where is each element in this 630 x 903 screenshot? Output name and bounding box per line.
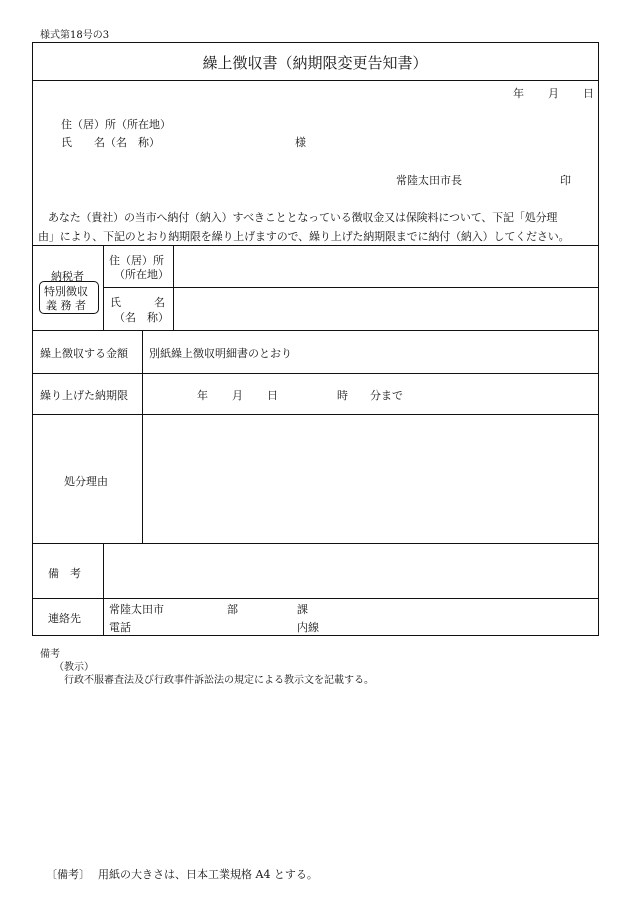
issuer-seal: 印 (560, 174, 571, 187)
row-divider-5 (32, 598, 599, 599)
contact-dept: 部 (227, 603, 238, 616)
col-divider-taxpayer-2 (173, 245, 174, 330)
deadline-year: 年 (197, 389, 208, 402)
date-day: 日 (583, 87, 594, 100)
contact-city: 常陸太田市 (109, 603, 164, 616)
obligor-label: 義 務 者 (46, 299, 86, 312)
addressee-name-label: 氏 名（名 称） (61, 136, 160, 149)
date-year: 年 (513, 87, 524, 100)
deadline-hour: 時 (337, 389, 348, 402)
header-divider (32, 245, 599, 246)
footer-text: 用紙の大きさは、日本工業規格 A4 とする。 (98, 868, 318, 881)
amount-value: 別紙繰上徴収明細書のとおり (149, 347, 292, 360)
special-collector-label: 特別徴収 (44, 285, 88, 298)
name-label-2: （名 称） (114, 311, 169, 324)
body-text-line-1: あなた（貴社）の当市へ納付（納入）すべきこととなっている徴収金又は保険料について、下記「処分理 (48, 211, 558, 224)
addressee-address-label: 住（居）所（所在地） (61, 118, 171, 131)
contact-extension: 内線 (297, 621, 319, 634)
body-text-line-2: 由」により、下記のとおり納期限を繰り上げますので、繰り上げた納期限までに納付（納入）してください。 (38, 230, 570, 243)
instruction-label: （教示） (54, 662, 94, 673)
deadline-label: 繰り上げた納期限 (40, 389, 128, 402)
date-month: 月 (548, 87, 559, 100)
issuer-name: 常陸太田市長 (396, 174, 462, 187)
col-divider-taxpayer (103, 245, 104, 330)
footer-label: 〔備考〕 (46, 868, 90, 881)
contact-phone: 電話 (109, 621, 131, 634)
remarks-label: 備 考 (48, 567, 81, 580)
contact-label: 連絡先 (48, 612, 81, 625)
deadline-day: 日 (267, 389, 278, 402)
contact-section: 課 (297, 603, 308, 616)
title-divider (32, 80, 599, 81)
notes-heading: 備考 (40, 649, 60, 660)
row-divider-3 (32, 414, 599, 415)
taxpayer-label: 納税者 (51, 270, 84, 283)
page-title: 繰上徴収書（納期限変更告知書） (202, 54, 428, 72)
honorific: 様 (295, 136, 306, 149)
address-label-1: 住（居）所 (109, 254, 164, 267)
col-divider-bottom (103, 543, 104, 636)
address-label-2: （所在地） (114, 268, 169, 281)
instruction-text: 行政不服審査法及び行政事件訴訟法の規定による教示文を記載する。 (64, 675, 374, 686)
deadline-minute: 分まで (370, 389, 403, 402)
amount-label: 繰上徴収する金額 (40, 347, 128, 360)
row-divider-1 (32, 330, 599, 331)
name-label-1: 氏 名 (110, 296, 165, 309)
taxpayer-divider (103, 287, 599, 288)
row-divider-4 (32, 543, 599, 544)
reason-label: 処分理由 (64, 475, 108, 488)
col-divider-middle (142, 330, 143, 543)
deadline-month: 月 (232, 389, 243, 402)
form-number: 様式第18号の3 (40, 30, 110, 41)
row-divider-2 (32, 373, 599, 374)
